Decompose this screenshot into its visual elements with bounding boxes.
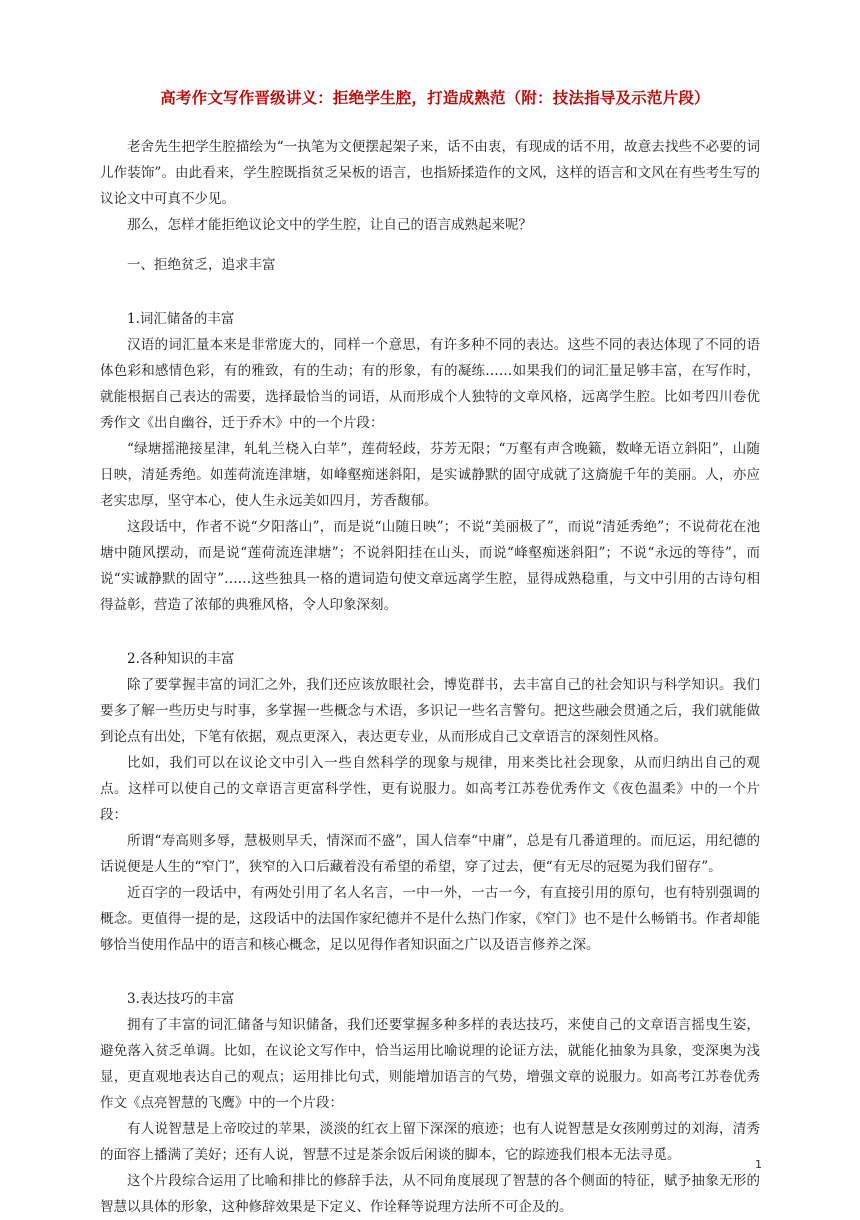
paragraph-knowledge-2: 比如，我们可以在议论文中引入一些自然科学的现象与规律，用来类比社会现象，从而归纳出自己的观点。这样可以使自己的文章语言更富科学性，更有说服力。如高考江苏卷优秀作文《夜色温柔》中的一个片段： — [100, 755, 760, 823]
page-number: 1 — [755, 1158, 762, 1171]
subheading-techniques: 3.表达技巧的丰富 — [127, 991, 235, 1007]
document-body — [100, 134, 760, 1220]
quote-knowledge: 所谓“寿高则多辱，慧极则早夭，情深而不盛”，国人信奉“中庸”，总是有几番道理的。而厄运，用纪德的话说便是人生的“窄门”，狭窄的入口后藏着没有希望的希望，穿了过去，便“有无尽的冠冕为我们留存”。 — [100, 833, 760, 875]
paragraph-vocabulary-2: 这段话中，作者不说“夕阳落山”，而是说“山随日映”；不说“美丽极了”，而说“清延秀绝”；不说荷花在池塘中随风摆动，而是说“莲荷流连津塘”；不说斜阳挂在山头，而说“峰壑痴迷斜阳”；不说“永远的等待”，而说“实诚静默的固守”……这些独具一格的遣词造句使文章远离学生腔，显得成熟稳重，与文中引用的古诗句相得益彰，营造了浓郁的典雅风格，令人印象深刻。 — [100, 519, 760, 613]
paragraph-knowledge-3: 近百字的一段话中，有两处引用了名人名言，一中一外，一古一今，有直接引用的原句，也有特别强调的概念。更值得一提的是，这段话中的法国作家纪德并不是什么热门作家，《窄门》也不是什么畅销书。作者却能够恰当使用作品中的语言和核心概念，足以见得作者知识面之广以及语言修养之深。 — [100, 885, 760, 953]
subheading-knowledge: 2.各种知识的丰富 — [127, 651, 235, 667]
quote-techniques: 有人说智慧是上帝咬过的苹果，淡淡的红衣上留下深深的痕迹；也有人说智慧是女孩刚剪过的刘海，清秀的面容上播满了美好；还有人说，智慧不过是茶余饭后闲谈的脚本，它的踪迹我们根本无法寻觅。 — [100, 1121, 760, 1163]
paragraph-intro-1: 老舍先生把学生腔描绘为“一执笔为文便摆起架子来，话不由衷，有现成的话不用，故意去找些不必要的词儿作装饰”。由此看来，学生腔既指贫乏呆板的语言，也指矫揉造作的文风，这样的语言和文风在有些考生写的议论文中可真不少见。 — [100, 139, 760, 207]
subheading-vocabulary: 1.词汇储备的丰富 — [127, 311, 235, 327]
paragraph-techniques-1: 拥有了丰富的词汇储备与知识储备，我们还要掌握多种多样的表达技巧，来使自己的文章语言摇曳生姿，避免落入贫乏单调。比如，在议论文写作中，恰当运用比喻说理的论证方法，就能化抽象为具象，变深奥为浅显，更直观地表达自己的观点；运用排比句式，则能增加语言的气势，增强文章的说服力。如高考江苏卷优秀作文《点亮智慧的飞鹰》中的一个片段： — [100, 1017, 760, 1111]
paragraph-knowledge-1: 除了要掌握丰富的词汇之外，我们还应该放眼社会，博览群书，去丰富自己的社会知识与科学知识。我们要多了解一些历史与时事，多掌握一些概念与术语，多识记一些名言警句。把这些融会贯通之后，我们就能做到论点有出处，下笔有依据，观点更深入，表达更专业，从而形成自己文章语言的深刻性风格。 — [100, 677, 760, 745]
document-title: 高考作文写作晋级讲义：拒绝学生腔，打造成熟范（附：技法指导及示范片段） — [160, 89, 710, 107]
paragraph-techniques-2: 这个片段综合运用了比喻和排比的修辞手法，从不同角度展现了智慧的各个侧面的特征，赋予抽象无形的智慧以具体的形象，这种修辞效果是下定义、作诠释等说理方法所不可企及的。 — [100, 1173, 760, 1215]
paragraph-intro-2: 那么，怎样才能拒绝议论文中的学生腔，让自己的语言成熟起来呢？ — [127, 217, 532, 233]
section-heading-1: 一、拒绝贫乏，追求丰富 — [127, 257, 276, 273]
quote-vocabulary: “绿塘摇滟接星津，轧轧兰桡入白苹”，莲荷轻歧，芬芳无限；“万壑有声含晚籁，数峰无语立斜阳”，山随日映，清延秀绝。如莲荷流连津塘，如峰壑痴迷斜阳，是实诚静默的固守成就了这旖旎千年的美丽。人，亦应老实忠厚，坚守本心，使人生永远美如四月，芳香馥郁。 — [100, 441, 760, 509]
paragraph-vocabulary-1: 汉语的词汇量本来是非常庞大的，同样一个意思，有许多种不同的表达。这些不同的表达体现了不同的语体色彩和感情色彩，有的雅致，有的生动；有的形象，有的凝练……如果我们的词汇量足够丰富，在写作时，就能根据自己表达的需要，选择最恰当的词语，从而形成个人独特的文章风格，远离学生腔。比如考四川卷优秀作文《出自幽谷，迁于乔木》中的一个片段： — [100, 337, 760, 431]
